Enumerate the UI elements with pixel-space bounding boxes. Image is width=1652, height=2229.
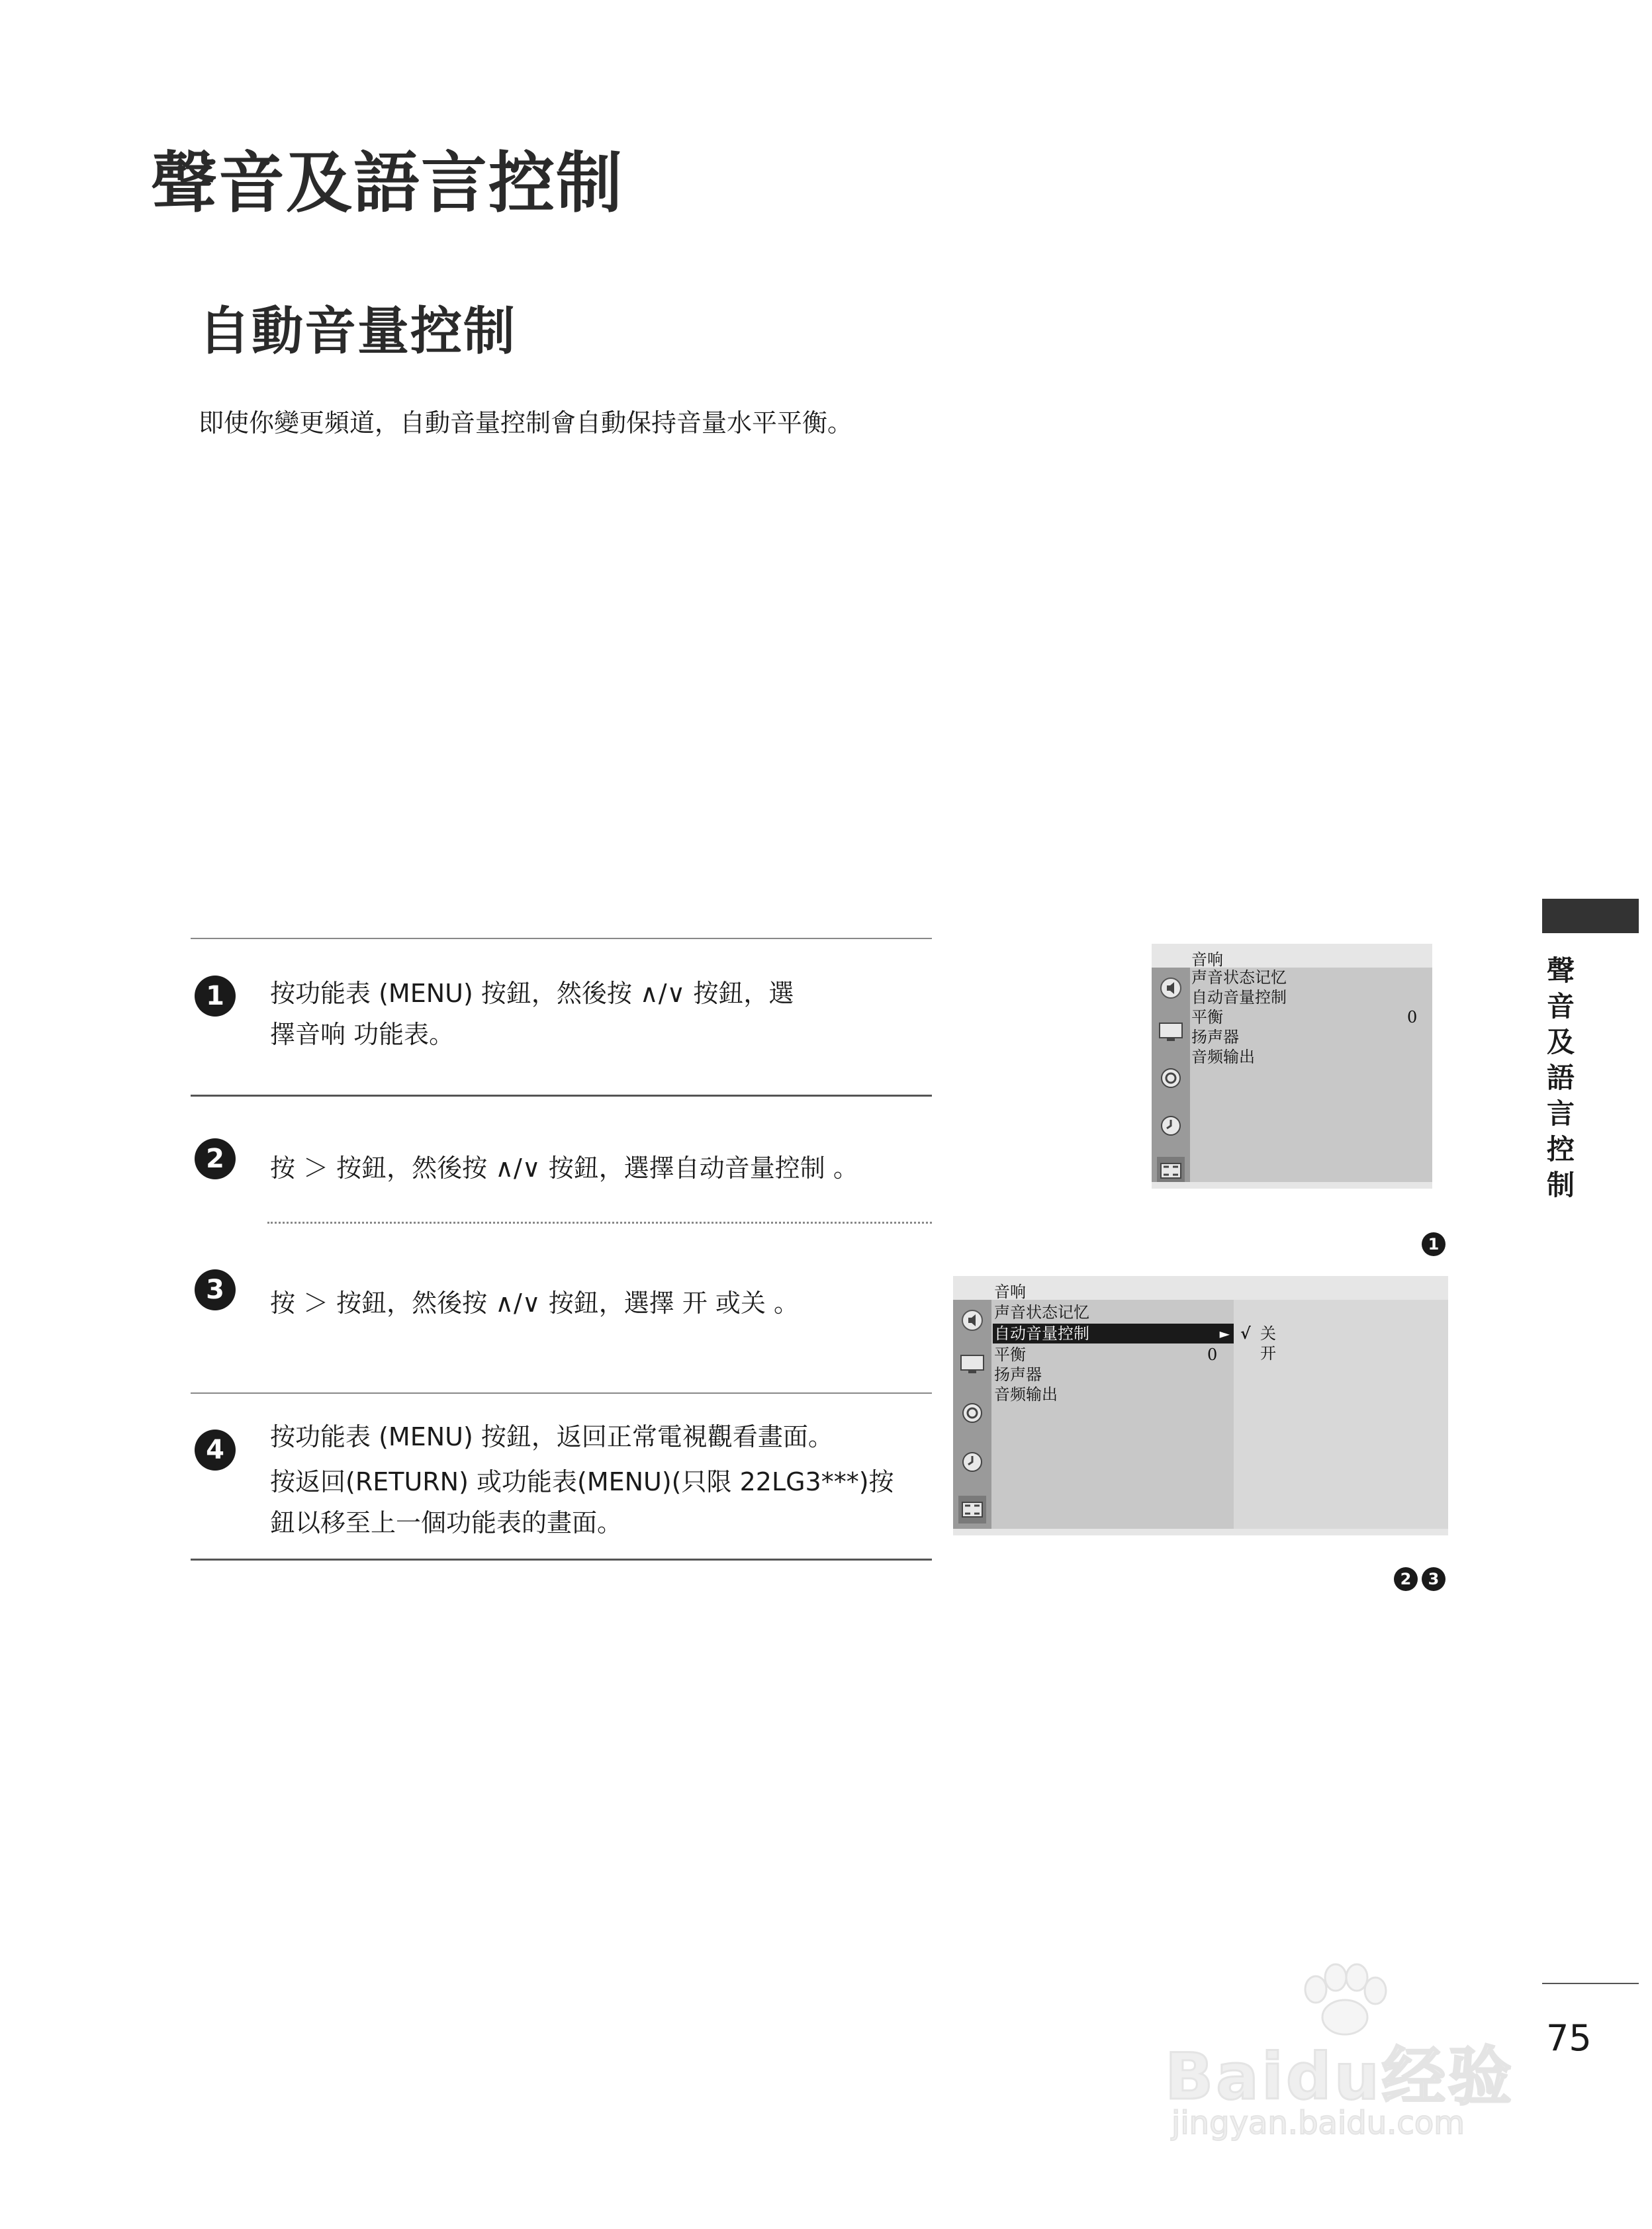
step-divider-2 <box>267 1222 932 1224</box>
picture-icon <box>1157 1018 1185 1046</box>
osd-2-option-on[interactable]: 开 <box>1260 1344 1276 1363</box>
osd-2-item-audio-out[interactable]: 音频输出 <box>994 1385 1058 1404</box>
step-number-3: 3 <box>195 1269 236 1310</box>
clock-icon <box>958 1448 986 1476</box>
step-4-line-1: 按功能表 (MENU) 按鈕，返回正常電視觀看畫面。 <box>270 1422 833 1451</box>
caption-2-num-b: 3 <box>1422 1567 1446 1591</box>
osd-2-item-avl-selected[interactable] <box>993 1324 1234 1343</box>
osd-2-item-speaker[interactable]: 扬声器 <box>994 1365 1042 1384</box>
intro-text: 即使你變更頻道，自動音量控制會自動保持音量水平平衡。 <box>199 408 853 437</box>
osd-2-footer <box>953 1529 1448 1535</box>
watermark <box>1165 1963 1536 2161</box>
watermark-url: jingyan.baidu.com <box>1171 2105 1465 2142</box>
step-1-line-2 <box>270 1014 454 1055</box>
step-1-menu-name: 音响 <box>295 1020 346 1049</box>
picture-icon <box>958 1350 986 1378</box>
osd-1-item-speaker[interactable]: 扬声器 <box>1191 1028 1239 1046</box>
osd-2-balance-value: 0 <box>1207 1345 1218 1364</box>
step-number-1: 1 <box>195 976 236 1017</box>
setup-icon <box>1157 1064 1185 1092</box>
step-number-4: 4 <box>195 1430 236 1471</box>
option-icon <box>958 1496 986 1524</box>
side-tab-text: 聲音及語言控制 <box>1546 954 1575 1201</box>
step-2-text: 按 ＞ 按鈕，然後按 ∧/∨ 按鈕，選擇 <box>270 1154 674 1183</box>
page-number-rule <box>1542 1983 1639 1984</box>
osd-1-title: 音响 <box>1191 950 1223 969</box>
page-number: 75 <box>1546 2017 1592 2059</box>
osd-2-item-avl: 自动音量控制 <box>994 1324 1089 1343</box>
osd-2-item-sound-mode[interactable]: 声音状态记忆 <box>994 1303 1089 1322</box>
osd-1-item-avl[interactable]: 自动音量控制 <box>1191 988 1287 1007</box>
step-number-2: 2 <box>195 1138 236 1179</box>
step-divider-bottom <box>191 1559 932 1561</box>
osd-2-icon-bar <box>953 1300 991 1529</box>
step-divider-3 <box>191 1392 932 1394</box>
step-2-line <box>270 1148 858 1189</box>
osd-1-item-sound-mode[interactable]: 声音状态记忆 <box>1191 968 1287 987</box>
step-3-text: 按 ＞ 按鈕，然後按 ∧/∨ 按鈕，選擇 <box>270 1289 682 1318</box>
watermark-logo-text: Baidu经验 <box>1165 2040 1514 2114</box>
side-tab-marker <box>1542 899 1639 933</box>
osd-2-arrow-right-icon: ► <box>1219 1326 1230 1342</box>
step-1-line-1: 按功能表 (MENU) 按鈕，然後按 ∧/∨ 按鈕，選 <box>270 979 794 1008</box>
option-icon <box>1157 1157 1185 1185</box>
step-divider-top <box>191 938 932 939</box>
osd-1-balance-value: 0 <box>1407 1008 1418 1026</box>
step-3-text-or: 或 <box>707 1289 741 1318</box>
osd-menu-2 <box>953 1276 1448 1535</box>
section-title: 自動音量控制 <box>199 302 517 361</box>
step-3-option-off: 关 <box>740 1289 766 1318</box>
paw-icon <box>1297 1963 1390 2036</box>
osd-2-option-off[interactable]: 关 <box>1260 1324 1276 1343</box>
step-3-option-on: 开 <box>682 1289 708 1318</box>
setup-icon <box>958 1399 986 1427</box>
step-4-line-3: 鈕以移至上一個功能表的畫面。 <box>270 1508 623 1537</box>
page-title: 聲音及語言控制 <box>151 144 623 222</box>
caption-1 <box>1418 1232 1446 1256</box>
osd-1-footer <box>1152 1182 1432 1189</box>
osd-1-item-balance[interactable]: 平衡 <box>1191 1008 1223 1026</box>
osd-1-item-audio-out[interactable]: 音频输出 <box>1191 1048 1255 1066</box>
step-3-line <box>270 1283 799 1324</box>
osd-2-title: 音响 <box>994 1283 1026 1301</box>
clock-icon <box>1157 1112 1185 1140</box>
sound-icon <box>958 1306 986 1334</box>
osd-2-check-icon: √ <box>1240 1324 1251 1343</box>
sound-icon <box>1157 974 1185 1002</box>
caption-1-num: 1 <box>1422 1232 1446 1256</box>
step-1-text: 擇 <box>270 1020 296 1049</box>
step-2-item-name: 自动音量控制 <box>674 1154 825 1183</box>
caption-2-num-a: 2 <box>1394 1567 1418 1591</box>
step-2-text-end: 。 <box>825 1154 858 1183</box>
step-1-text-end: 功能表。 <box>345 1020 455 1049</box>
osd-1-icon-bar <box>1152 968 1190 1182</box>
step-3-text-end: 。 <box>765 1289 800 1318</box>
step-divider-1 <box>191 1095 932 1097</box>
osd-2-header <box>953 1276 1448 1300</box>
osd-2-item-balance[interactable]: 平衡 <box>994 1345 1026 1364</box>
osd-menu-1 <box>1152 944 1432 1189</box>
step-4-line-2: 按返回(RETURN) 或功能表(MENU)(只限 22LG3***)按 <box>270 1467 894 1496</box>
caption-2 <box>1390 1567 1446 1591</box>
